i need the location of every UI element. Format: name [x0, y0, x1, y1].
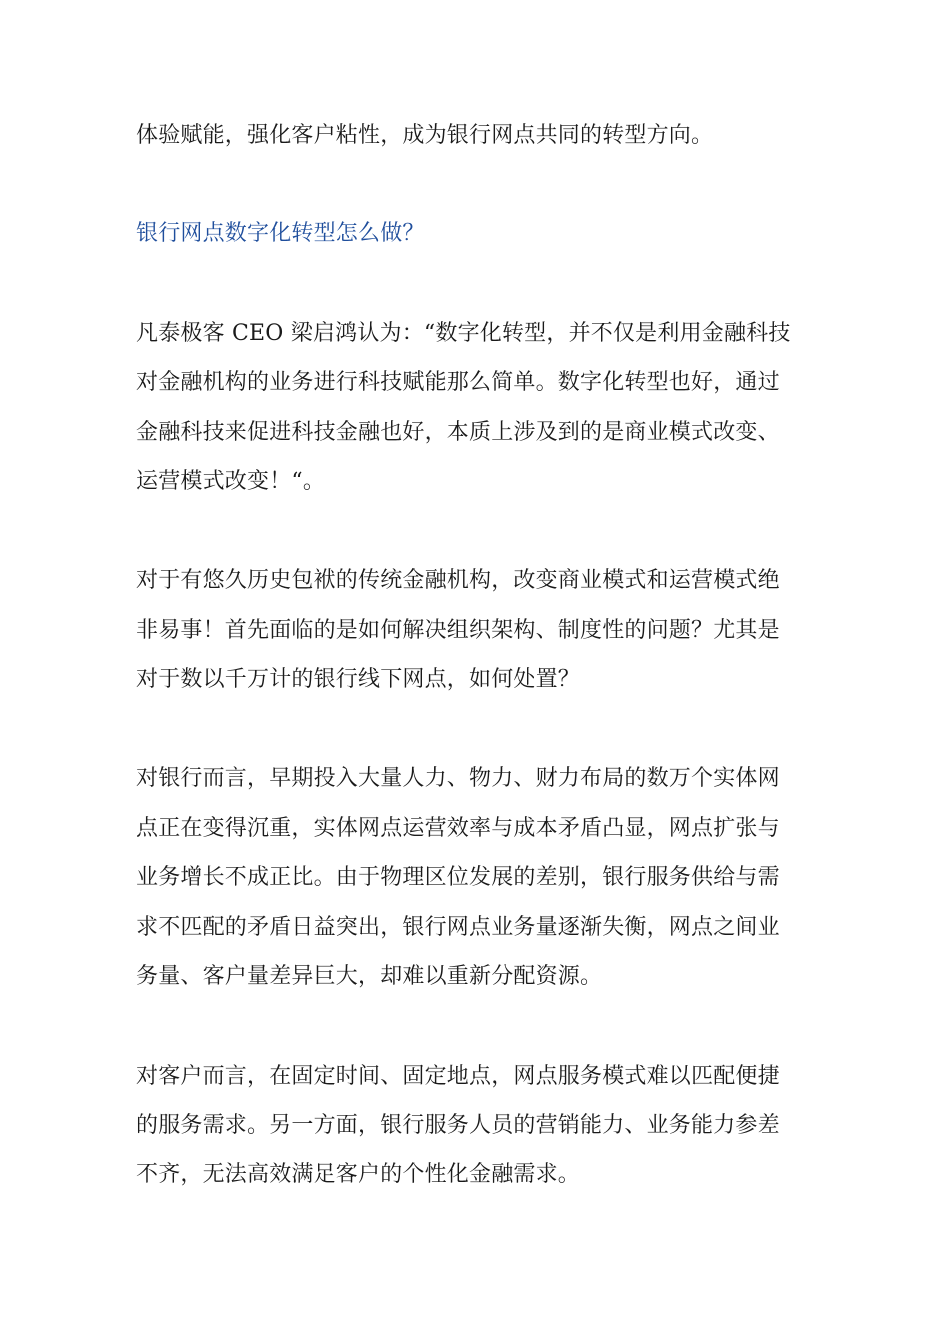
paragraph-line: 对于数以千万计的银行线下网点，如何处置？ — [136, 667, 581, 692]
paragraph-line: 凡泰极客 CEO 梁启鸿认为：“数字化转型，并不仅是利用金融科技 — [136, 321, 791, 346]
paragraph-line: 运营模式改变！“。 — [136, 469, 326, 494]
paragraph-line: 对于有悠久历史包袱的传统金融机构，改变商业模式和运营模式绝 — [136, 568, 780, 593]
paragraph-line: 对客户而言，在固定时间、固定地点，网点服务模式难以匹配便捷 — [136, 1064, 780, 1089]
section-heading: 银行网点数字化转型怎么做？ — [136, 221, 425, 246]
paragraph-line: 的服务需求。另一方面，银行服务人员的营销能力、业务能力参差 — [136, 1113, 780, 1138]
paragraph-line: 务量、客户量差异巨大，却难以重新分配资源。 — [136, 964, 603, 989]
paragraph-line: 对银行而言，早期投入大量人力、物力、财力布局的数万个实体网 — [136, 766, 780, 791]
paragraph-line: 金融科技来促进科技金融也好，本质上涉及到的是商业模式改变、 — [136, 420, 780, 445]
intro-text-line: 体验赋能，强化客户粘性，成为银行网点共同的转型方向。 — [136, 123, 714, 148]
paragraph-line: 非易事！首先面临的是如何解决组织架构、制度性的问题？尤其是 — [136, 618, 780, 643]
paragraph-line: 不齐，无法高效满足客户的个性化金融需求。 — [136, 1162, 581, 1187]
paragraph-line: 求不匹配的矛盾日益突出，银行网点业务量逐渐失衡，网点之间业 — [136, 915, 780, 940]
paragraph-line: 点正在变得沉重，实体网点运营效率与成本矛盾凸显，网点扩张与 — [136, 816, 780, 841]
paragraph-line: 对金融机构的业务进行科技赋能那么简单。数字化转型也好，通过 — [136, 370, 780, 395]
paragraph-line: 业务增长不成正比。由于物理区位发展的差别，银行服务供给与需 — [136, 865, 780, 890]
